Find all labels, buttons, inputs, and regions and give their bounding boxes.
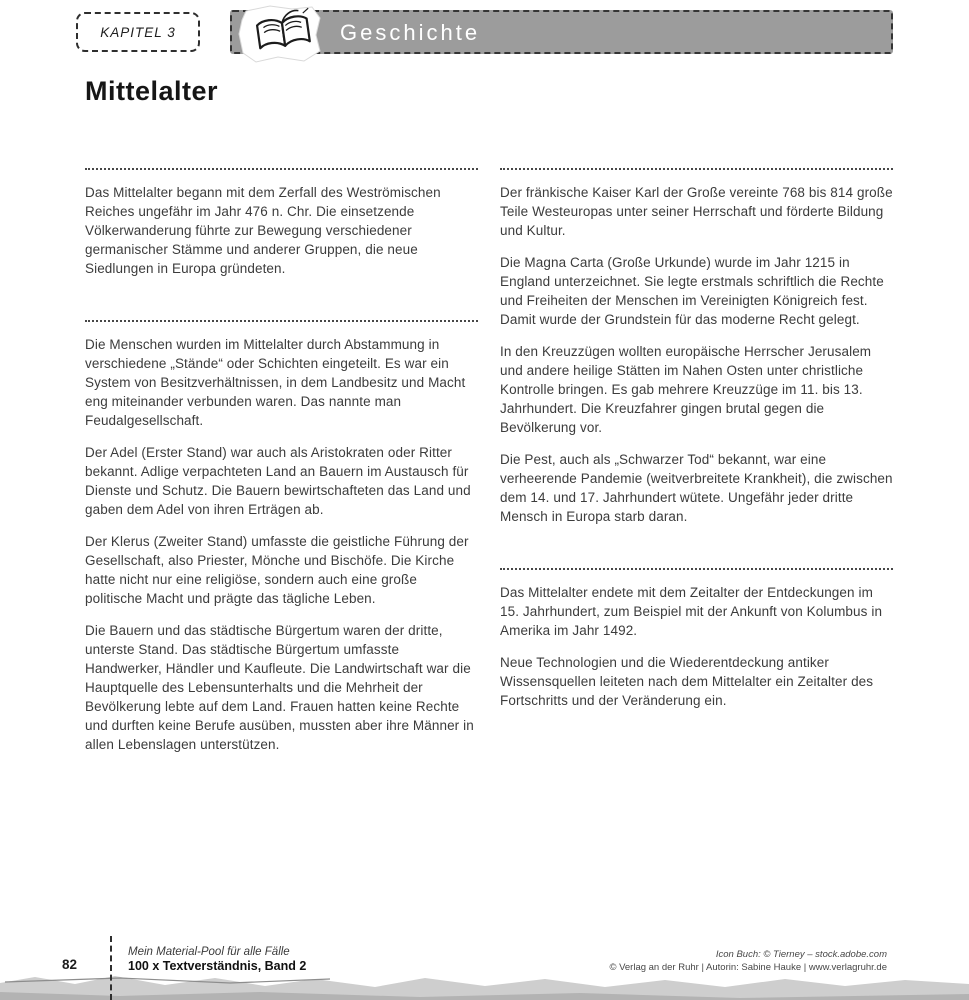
chapter-label: KAPITEL 3 [100,24,176,40]
subject-title: Geschichte [340,20,481,45]
book-title: 100 x Textverständnis, Band 2 [128,959,307,973]
page-header [0,10,969,60]
dotted-divider [85,320,478,322]
body-paragraph: Der Adel (Erster Stand) war auch als Aristokraten oder Ritter bekannt. Adlige verpachteten Land an Bauern im Austausch für Dienste und Schutz. Die Bauern bewirtschafteten das Land und gaben dem Adel von ihren Erträgen ab. [85,445,471,517]
open-book-icon [238,5,324,63]
icon-credit: Icon Buch: © Tierney – stock.adobe.com [715,949,887,960]
body-paragraph: Die Menschen wurden im Mittelalter durch Abstammung in verschiedene „Stände“ oder Schichten eingeteilt. Es war ein System von Besitzverhältnissen, in dem Landbesitz und Macht eng miteinander verbunden waren. Das nannte man Feudalgesellschaft. [85,337,466,428]
page-number: 82 [62,957,78,972]
body-paragraph: Das Mittelalter endete mit dem Zeitalter der Entdeckungen im 15. Jahrhundert, zum Beispiel mit der Ankunft von Kolumbus in Amerika im Jahr 1492. [500,585,883,638]
page-footer [0,920,969,1000]
body-paragraph: In den Kreuzzügen wollten europäische Herrscher Jerusalem und andere heilige Stätten im Nahen Osten unter christliche Kontrolle bringen. Es gab mehrere Kreuzzüge im 11. bis 13. Jahrhundert. Die Kreuzfahrer gingen brutal gegen die Bevölkerung vor. [500,344,872,435]
page-title: Mittelalter [85,76,219,106]
dotted-divider [500,168,893,170]
chapter-label-box [76,12,200,52]
body-paragraph: Neue Technologien und die Wiederentdeckung antiker Wissensquellen leiteten nach dem Mittelalter ein Zeitalter des Fortschritts und der Veränderung ein. [500,655,874,708]
series-title: Mein Material-Pool für alle Fälle [128,946,290,958]
body-paragraph: Die Bauern und das städtische Bürgertum waren der dritte, unterste Stand. Das städtische Bürgertum umfasste Handwerker, Händler und Kaufleute. Die Landwirtschaft war die Hauptquelle des Lebensunterhalts und die Mehrheit der Bevölkerung lebte auf dem Land. Frauen hatten keine Rechte und durften keine Berufe ausüben, mussten aber ihre Männer in allen Lebenslagen unterstützen. [85,623,474,752]
body-paragraph: Der Klerus (Zweiter Stand) umfasste die geistliche Führung der Gesellschaft, also Priester, Mönche und Bischöfe. Die Kirche hatte nicht nur eine religiöse, sondern auch eine große politische Macht und prägte das tägliche Leben. [85,534,469,606]
body-paragraph: Die Pest, auch als „Schwarzer Tod“ bekannt, war eine verheerende Pandemie (weitverbreitete Krankheit), die zwischen dem 14. und 17. Jahrhundert wütete. Ungefähr jeder dritte Mensch in Europa starb daran. [500,452,893,524]
body-paragraph: Der fränkische Kaiser Karl der Große vereinte 768 bis 814 große Teile Westeuropas unter seiner Herrschaft und förderte Bildung und Kultur. [500,185,893,238]
text-columns [85,168,893,767]
dotted-divider [85,168,478,170]
footer-divider-dashed [110,936,112,1000]
subject-banner [230,10,893,54]
body-paragraph: Das Mittelalter begann mit dem Zerfall des Weströmischen Reiches ungefähr im Jahr 476 n. Chr. Die einsetzende Völkerwanderung führte zur Bewegung verschiedener germanischer Stämme und anderer Gruppen, die neue Siedlungen in Europa gründeten. [85,185,441,276]
publisher-line: © Verlag an der Ruhr | Autorin: Sabine Hauke | www.verlagruhr.de [609,962,887,973]
body-paragraph: Die Magna Carta (Große Urkunde) wurde im Jahr 1215 in England unterzeichnet. Sie legte erstmals schriftlich die Rechte und Freiheiten der Menschen im Vereinigten Königreich fest. Damit wurde der Grundstein für das moderne Recht gelegt. [500,255,884,327]
left-column [85,168,478,767]
right-column [500,168,893,767]
dotted-divider [500,568,893,570]
